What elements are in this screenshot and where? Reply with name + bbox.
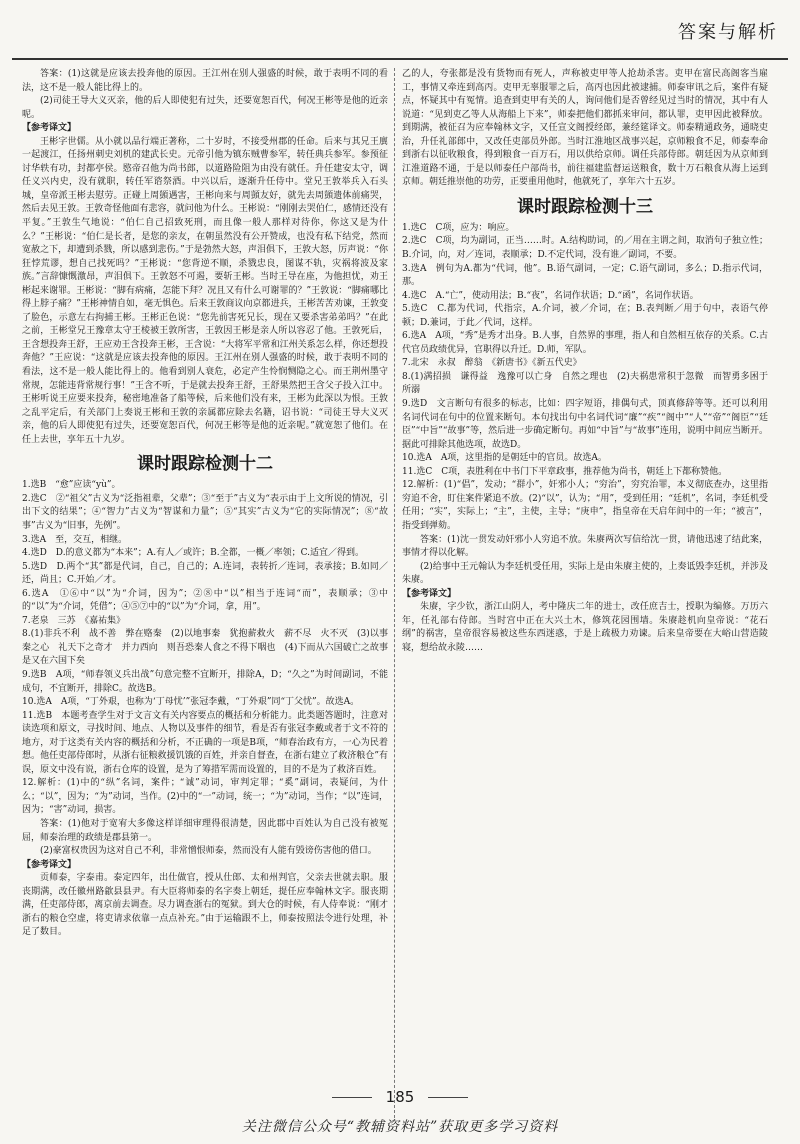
left-column bbox=[22, 68, 398, 940]
s13-item: 1.选C C项，应为：响应。 bbox=[402, 222, 515, 233]
s12-item: 4.选D D.的意义都为“本来”；A.有人／或许；B.全都，一概／率领；C.适宜／得到。 bbox=[22, 548, 365, 559]
s13-answer: (2)给事中王元翰认为李廷机受任用，实际上是由朱赓主使的，上奏诋毁李廷机，并涉及朱赓。 bbox=[402, 561, 768, 586]
right-column bbox=[402, 68, 768, 655]
header-title: 答案与解析 bbox=[678, 22, 778, 43]
footer-note: 关注微信公众号“教辅资料站”获取更多学习资料 bbox=[241, 1119, 559, 1135]
s12-item: 1.选B “愈”应读“yù”。 bbox=[22, 480, 121, 491]
s13-item: 7.北宋 永叔 醉翁 《新唐书》《新五代史》 bbox=[402, 358, 582, 369]
s12-answer: 答案：(1)他对于宽宥大多像这样详细审理得很清楚，因此郡中百姓认为自己没有被冤屈，师泰治理的政绩是郡县第一。 bbox=[22, 818, 388, 843]
s13-item: 9.选D 文言断句有很多的标志，比如：四字短语，排偶句式，顶真修辞等等。还可以利用名词代词在句中的位置来断句。本句找出句中名词代词“廉”“疾”“阁中”“人”“帝”“阁臣”“廷臣”“中旨”“故事”等，然后进一步确定断句。再如“中旨”与“故事”连用，说明中间应当断开。据此可排除其他选项，故选D。 bbox=[402, 399, 768, 450]
s13-item: 4.选C A.“亡”，使动用法；B.“夜”，名词作状语；D.“函”，名词作状语。 bbox=[402, 290, 699, 301]
s13-reference-label: 【参考译文】 bbox=[402, 588, 457, 599]
answer-intro: 答案：(1)这就是应该去投奔他的原因。王江州在别人强盛的时候，敢于表明不同的看法，这不是一般人能比得上的。 bbox=[22, 69, 388, 93]
header-rule bbox=[12, 58, 788, 60]
s13-item: 2.选C C项，均为副词，正当……时。A.结构助词，的／用在主谓之间，取消句子独立性；B.介词，向，对／连词，表顺承；D.不定代词，没有谁／副词，不要。 bbox=[402, 236, 768, 261]
s13-item: 3.选A 例句为A.都为“代词，他”。B.语气副词，一定；C.语气副词，多么；D.指示代词，那。 bbox=[402, 263, 768, 288]
s12-answer: (2)豪富权贵因为这对自己不利，非常憎恨师泰，然而没有人能有毁谤伤害他的借口。 bbox=[40, 846, 377, 857]
reference-label: 【参考译文】 bbox=[22, 123, 77, 134]
answer-2: (2)司徒王导大义灭亲，他的后人即使犯有过失，还要宽恕百代，何况王彬等是他的近亲呢。 bbox=[22, 96, 388, 120]
s12-reference-text: 贡师泰，字泰甫。泰定四年，出仕做官，授从仕郎、太和州判官，父亲去世就去职。服丧期满，改任徽州路歙县县尹。有大臣将师泰的名字奏上朝廷，提任应奉翰林文字。服丧期满，任吏部侍郎，离京前去调查。尽力调查浙右的冤狱。到大仓的时候，有人侍奉说：“刚才浙右的粮仓空虚，将吏请求依靠一点点补充。”由于运输跟不上，师泰按照法令进行处理，补足了数目。 bbox=[22, 873, 388, 938]
s12-item: 11.选B 本题考查学生对于文言文有关内容要点的概括和分析能力。此类题答题时，注意对读选项和原文，寻找时间、地点、人物以及事件的细节，看是否有张冠李戴或者于文不符的地方，对于这类有关内容的概括和分析，不正确的一项是B项，“师春治政有方，一心为民着想。他任吏部侍郎时，从浙右征粮救援饥饿的百姓，并亲自督查，在浙右建立了救济粮仓”有误，原文中没有说，浙右仓库的设置，是为了筹措军需而设置的，目的不是为了救济百姓。 bbox=[22, 710, 388, 775]
s13-item: 5.选C C.都为代词，代指宗，A.介词，被／介词，在；B.表判断／用于句中，表语气停顿；D.兼词，于此／代词，这样。 bbox=[402, 304, 768, 328]
s12-item: 6.选A ①⑥中“以”为“介词，因为”；②⑧中“以”相当于连词“而”，表顺承；③中的“以”为“介词，凭借”；④⑤⑦中的“以”为“介词，拿，用”。 bbox=[22, 588, 388, 613]
s12-item: 2.选C ②“祖父”古义为“泛指祖辈，父辈”；③“至于”古义为“表示由于上文所说的情况，引出下文的结果”；④“智力”古义为“智谋和力量”；⑤“其实”古义为“它的实际情况”；⑧“故事”古义为“旧事，先例”。 bbox=[22, 493, 388, 531]
reference-text: 王彬字世儒。从小就以品行端正著称，二十岁时，不接受州郡的任命。后来与其兄王廙一起渡江，任扬州刺史刘机的建武长史。元帝引他为镇东贼曹参军，转任典兵参军。参预征讨华轶有功，封都亭侯。愍帝召他为尚书郎，以道路险阻为由没有就任。升任建安太守，调任义兴内史，没有就职，转任军谘祭酒。中兴以后，逐渐升任侍中。堂兄王敦举兵入石头城，皇帝派王彬去慰劳。正碰上周顗遇害，王彬向来与周顗友好，就先去周顗遗体前痛哭，然后去见王敦。王敦奇怪他面有悲容，就问他为什么。王彬说：“刚刚去哭伯仁，感情还没有平复。”王敦生气地说：“伯仁自己招致死刑，而且像一般人那样对待你，你这又是为什么？”王彬说：“伯仁是长者，是您的亲友，在朝虽然没有公开赞成，也没有私下结党，然而宽赦之下，却遭到杀戮，所以感到悲伤。”于是勃然大怒，声泪俱下，王敦大怒，厉声说：“你狂悖荒谬，想自己找死吗？”王彬说：“您背逆不顺，杀戮忠良，图谋不轨，灾祸将波及家族。”言辞慷慨激昂，声泪俱下。王敦怒不可遏，要斩王彬。当时王导在座，为他担忧，劝王彬起来谢罪。王彬说：“脚有病痛，怎能下拜？况且又有什么可谢罪的？”王敦说：“脚痛哪比得上脖子痛？”王彬神情自如，毫无惧色。后来王敦商议向京都进兵，王彬苦苦劝谏，王敦变了脸色，示意左右拘捕王彬。王彬正色说：“您先前害死兄长，现在又要杀害弟弟吗？”在此之前，王彬堂兄王豫章太守王棱被王敦所害，王敦因王彬是亲人所以容忍了他。王敦死后，王含想投奔王舒，王应劝王含投奔王彬，王含说：“大将军平常和江州关系怎么样，你还想投奔他？”王应说：“这就是应该去投奔他的原因。王江州在别人强盛的时候，敢于表明不同的看法，这不是一般人能比得上的。他看到别人衰危，必定产生怜悯恻隐之心。而王荆州墨守常规，怎能违背常规行事！”王含不听，于是就去投奔王舒，王舒果然把王含父子投入江中。王彬听说王应要来投奔，秘密地准备了船等候，后来他们没有来，王彬为此深以为恨。王敦之乱平定后，有关部门上奏说王彬和王敦的亲属都应除去名籍，诏书说：“司徒王导大义灭亲，他的后人即使犯有过失，还要宽恕百代，何况王彬等是他的近亲呢。”就宽恕了他们。在任上去世，享年五十九岁。 bbox=[22, 136, 388, 445]
section-12-title: 课时跟踪检测十二 bbox=[137, 454, 273, 475]
s12-item: 9.选B A项，“师春领义兵出战”句意完整不宜断开，排除A，D；“久之”为时间副词，不能成句，不宜断开，排除C。故选B。 bbox=[22, 669, 388, 694]
s12-item: 10.选A A项，“丁外艰，也称为‘丁母忧’”张冠李戴，“丁外艰”同“丁父忧”。故选A。 bbox=[22, 697, 360, 708]
page-number-text: 185 bbox=[385, 1088, 415, 1106]
page-header bbox=[0, 0, 800, 64]
s13-answer: 答案：(1)沈一贯发动奸邪小人穷追不放。朱赓两次写信给沈一贯，请他迅速了结此案，事情才得以化解。 bbox=[402, 534, 768, 559]
page-number bbox=[0, 1088, 800, 1106]
column-divider bbox=[394, 68, 395, 1118]
right-top-text: 乙的人，夸张都是没有货物而有死人，声称被吏甲等人抢劫杀害。吏甲在富民高阁客当雇工，事情又牵连到高丙。吏甲无辜服罪之后，高丙也因此被逮捕。师泰审讯之后，案件有疑点，怀疑其中有冤情。追查到吏甲有关的人，询问他们是否曾经见过当时的情况，其中有人说道：“见到吏乙等人从海船上下来”，师泰把他们都抓来审问，都认罪，吏甲因此被释放。到期满，被征召为应奉翰林文字，又任宣文阁授经郎，兼经筵译文。师泰精通政务，通晓吏治，升任礼部郎中，又改任吏部员外郎。当时江淮地区战事兴起，京师粮食不足，师泰奉命到浙右以征收粮食，得到粮食一百万石，用以供给京师。调任兵部侍郎。朝廷因为从京师到江淮道路不通，于是以师泰任户部尚书，前往福建监督运送粮食，数十万石粮食从海上运到京师。朝廷推崇他的功劳，正要重用他时，他就死了，享年六十五岁。 bbox=[402, 69, 768, 188]
s13-reference-text: 朱赓，字少钦，浙江山阴人，考中隆庆二年的进士，改任庶吉士，授职为编修。万历六年，任礼部右侍郎。当时宫中正在大兴土木，修筑花园围墙。朱赓趁机向皇帝说：“花石纲”的祸害，皇帝很容易被这些东西迷惑，于是上疏极力劝谏。后来皇帝要在大峪山营造陵寝，想给故永陵…… bbox=[402, 602, 768, 653]
s12-item: 7.老泉 三苏 《嘉祐集》 bbox=[22, 615, 126, 626]
s13-item: 10.选A A项，这里指的是朝廷中的官员。故选A。 bbox=[402, 453, 607, 464]
s13-item: 11.选C C项，表胜利在中书门下平章政事，推荐他为尚书，朝廷上下都称赞他。 bbox=[402, 466, 728, 477]
section-13-title: 课时跟踪检测十三 bbox=[517, 196, 653, 217]
s12-item: 12.解析：(1)中的“纵”名词，案件；“诚”动词，审判定罪；“奚”副词，表疑问，为什么；“以”，因为；“为”动词，当作。(2)中的“一”动词，统一；“为”动词，当作；“以”连词，因为；“害”动词，损害。 bbox=[22, 778, 388, 816]
s12-item: 5.选D D.两个“其”都是代词，自己，自己的；A.连词，表转折／连词，表承接；B.如同／还，尚且；C.开始／才。 bbox=[22, 561, 388, 586]
s13-item: 8.(1)满招损 谦得益 逸豫可以亡身 自然之理也 (2)夫祸患常积于忽微 而智勇多困于所溺 bbox=[402, 371, 768, 396]
s13-item: 12.解析：(1)“倡”，发动；“群小”，奸邪小人；“穷治”，穷究治罪，本义彻底查办，这里指穷追不舍，盯住案件紧追不放。(2)“以”，认为；“用”，受到任用；“廷机”，名词，李廷机受任用；“实”，实际上；“主”，主使，主导；“庚申”，指皇帝在天启年间中的一年；“被言”，指受到弹劾。 bbox=[402, 480, 768, 531]
s13-item: 6.选A A项，“秀”是秀才出身。B.人事，自然界的事理，指人和自然相互依存的关系。C.古代官员政绩优异，官职得以升迁。D.师，军队。 bbox=[402, 331, 768, 355]
s12-item: 3.选A 至，交互，相继。 bbox=[22, 534, 128, 545]
s12-item: 8.(1)非兵不利 战不善 弊在赂秦 (2)以地事秦 犹抱薪救火 薪不尽 火不灭 (3)以事秦之心 礼天下之奇才 并力西向 则吾恐秦人食之不得下咽也 (4)下而从六国破亡之故事 是又在六国下矣 bbox=[22, 629, 398, 667]
s12-reference-label: 【参考译文】 bbox=[22, 859, 77, 870]
